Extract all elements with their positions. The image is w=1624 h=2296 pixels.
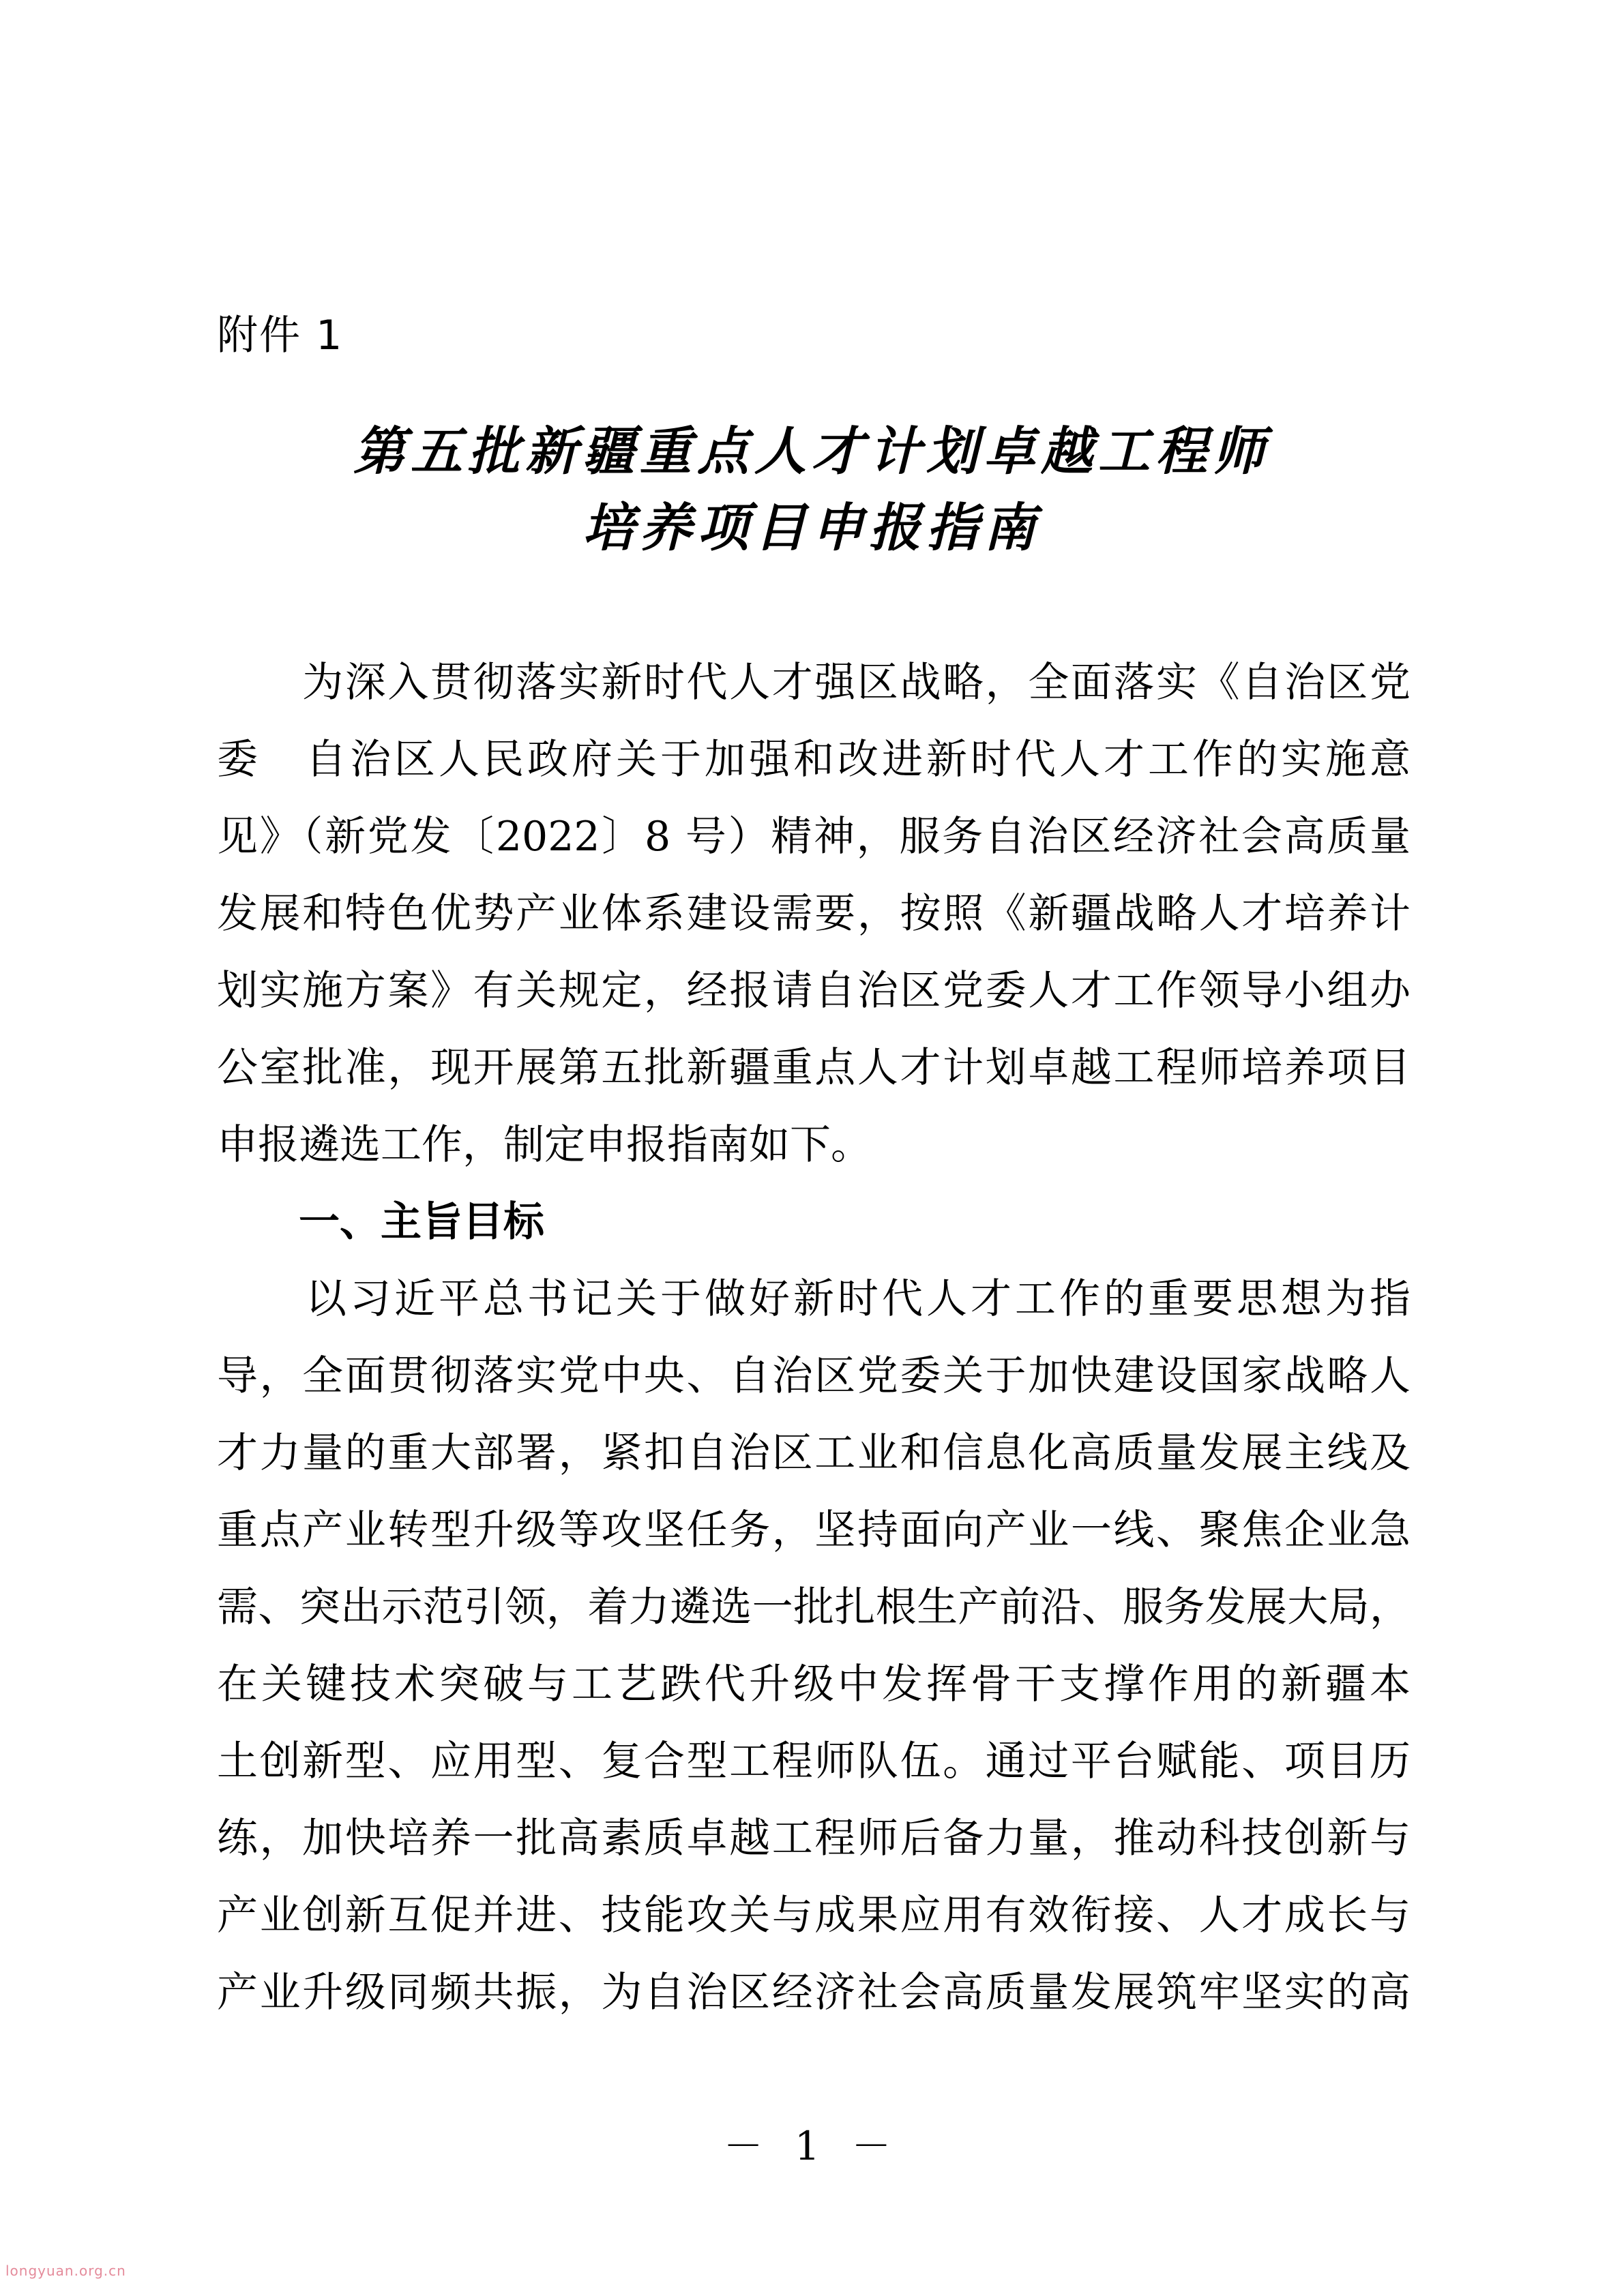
document-title-line-1: 第五批新疆重点人才计划卓越工程师 <box>353 421 1270 481</box>
paragraph-line: 划实施方案》有关规定，经报请自治区党委人才工作领导小组办 <box>217 967 1411 1015</box>
paragraph-line: 以习近平总书记关于做好新时代人才工作的重要思想为指 <box>217 1275 1411 1323</box>
paragraph-line: 重点产业转型升级等攻坚任务，坚持面向产业一线、聚焦企业急 <box>217 1506 1411 1554</box>
paragraph-line: 导，全面贯彻落实党中央、自治区党委关于加快建设国家战略人 <box>217 1352 1411 1400</box>
document-title-line-2: 培养项目申报指南 <box>582 497 1041 558</box>
paragraph-line: 公室批准，现开展第五批新疆重点人才计划卓越工程师培养项目 <box>217 1044 1411 1092</box>
paragraph-line: 练，加快培养一批高素质卓越工程师后备力量，推动科技创新与 <box>217 1815 1411 1862</box>
paragraph-line: 在关键技术突破与工艺跌代升级中发挥骨干支撑作用的新疆本 <box>217 1660 1411 1708</box>
section-heading: 一、主旨目标 <box>217 1198 544 1246</box>
paragraph-line: 申报遴选工作，制定申报指南如下。 <box>217 1121 872 1169</box>
paragraph-line: 才力量的重大部署，紧扣自治区工业和信息化高质量发展主线及 <box>217 1429 1411 1477</box>
paragraph-line: 委 自治区人民政府关于加强和改进新时代人才工作的实施意 <box>217 736 1411 784</box>
paragraph-line: 发展和特色优势产业体系建设需要，按照《新疆战略人才培养计 <box>217 890 1411 938</box>
paragraph-line: 土创新型、应用型、复合型工程师队伍。通过平台赋能、项目历 <box>217 1738 1411 1785</box>
page-number: － 1 － <box>723 2123 901 2169</box>
paragraph-line: 产业升级同频共振，为自治区经济社会高质量发展筑牢坚实的高 <box>217 1969 1411 2016</box>
paragraph-intro <box>217 644 1411 1184</box>
paragraph-goals <box>217 1261 1411 2031</box>
watermark: longyuan.org.cn <box>5 2263 126 2279</box>
paragraph-line: 产业创新互促并进、技能攻关与成果应用有效衔接、人才成长与 <box>217 1892 1411 1939</box>
paragraph-line: 为深入贯彻落实新时代人才强区战略，全面落实《自治区党 <box>217 659 1411 706</box>
attachment-label: 附件 1 <box>217 312 344 359</box>
paragraph-line: 需、突出示范引领，着力遴选一批扎根生产前沿、服务发展大局， <box>217 1583 1411 1631</box>
paragraph-line: 见》（新党发〔2022〕8 号）精神，服务自治区经济社会高质量 <box>217 813 1411 861</box>
